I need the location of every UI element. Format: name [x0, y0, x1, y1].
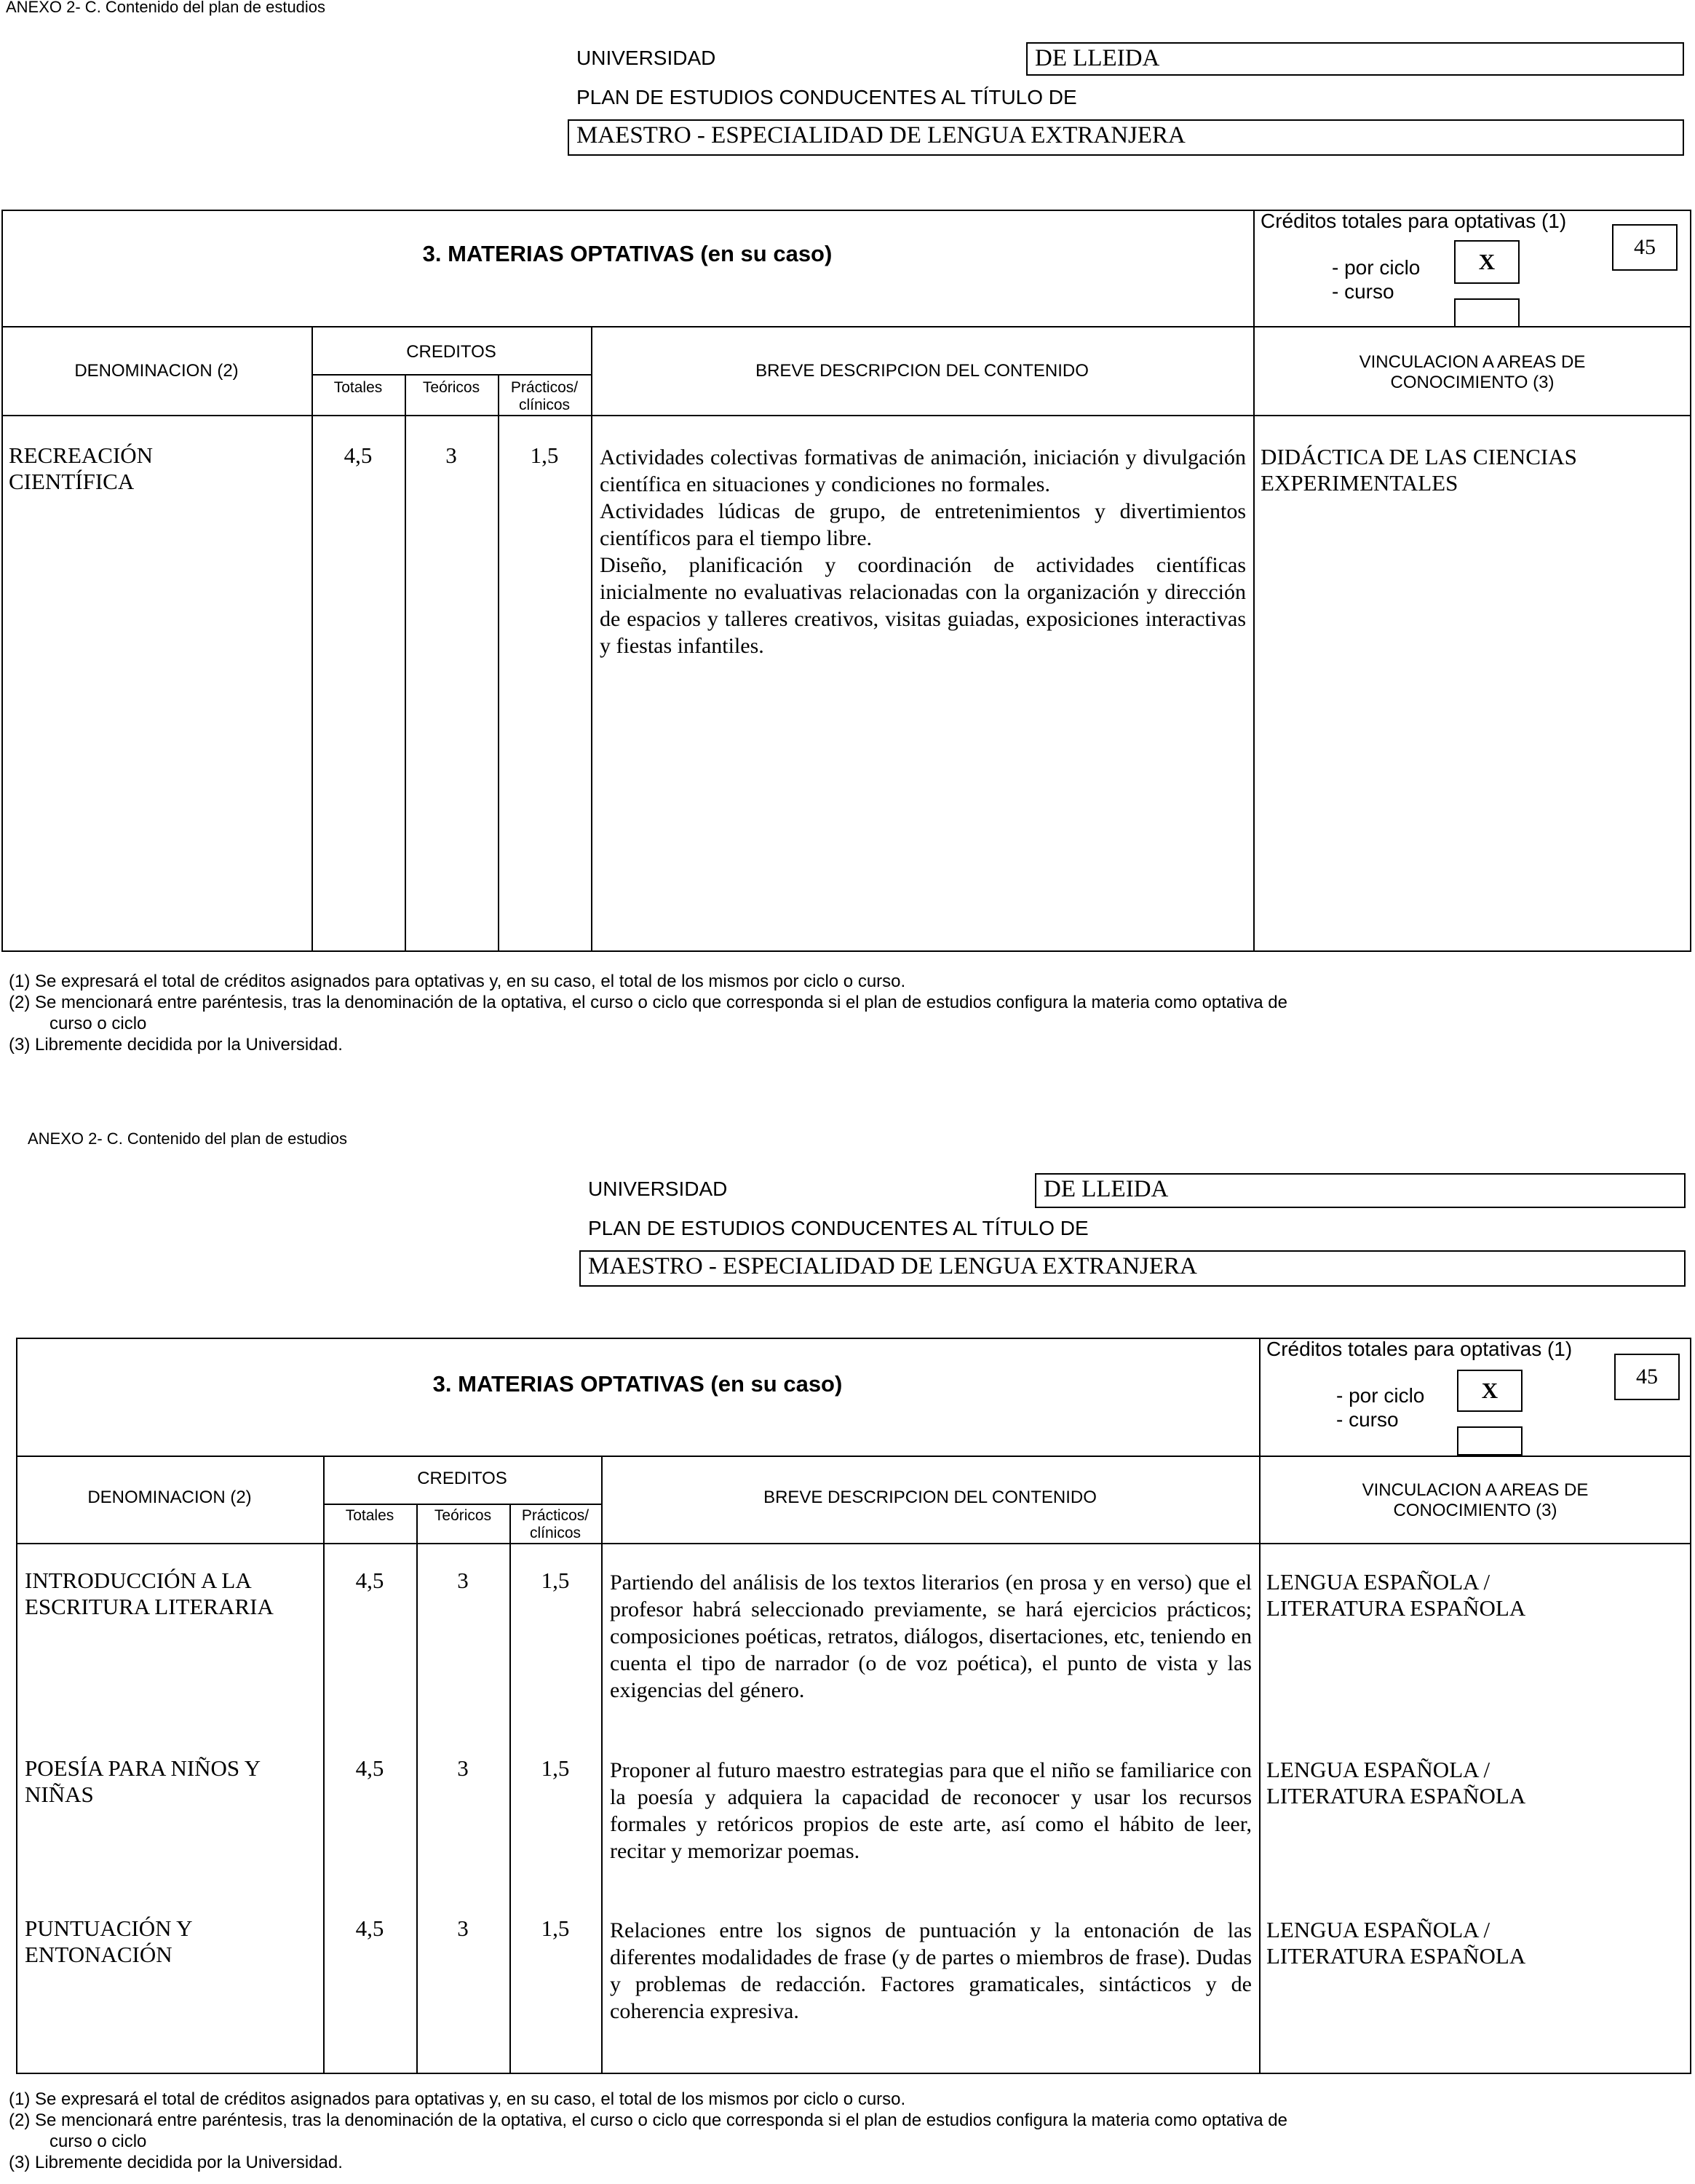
row-vinculacion	[1266, 1757, 1688, 1809]
plan-label: PLAN DE ESTUDIOS CONDUCENTES AL TÍTULO DE	[588, 1217, 1089, 1239]
footnote: (1) Se expresará el total de créditos asignados para optativas y, en su caso, el total de los mismos por ciclo o curso.	[9, 972, 906, 991]
row-name-line: RECREACIÓN	[9, 442, 154, 468]
divider	[1259, 1338, 1261, 2074]
row-denominacion	[9, 442, 307, 495]
footnote: curso o ciclo	[49, 2132, 147, 2151]
row-vinculacion	[1261, 444, 1687, 496]
row-name-line: INTRODUCCIÓN A LA	[25, 1568, 252, 1593]
divider	[601, 1456, 603, 2074]
col-teoricos: Teóricos	[422, 379, 480, 396]
footnote: (2) Se mencionará entre paréntesis, tras la denominación de la optativa, el curso o ciclo que corresponda si el plan de estudios configura la materia como optativa de	[9, 993, 1287, 1012]
col-descripcion: BREVE DESCRIPCION DEL CONTENIDO	[763, 1488, 1097, 1507]
row-descripcion	[610, 1569, 1252, 1704]
col-descripcion: BREVE DESCRIPCION DEL CONTENIDO	[755, 361, 1089, 381]
curso-label: - curso	[1332, 280, 1394, 303]
row-denominacion	[25, 1568, 320, 1620]
footnote: (2) Se mencionará entre paréntesis, tras la denominación de la optativa, el curso o ciclo que corresponda si el plan de estudios configura la materia como optativa de	[9, 2110, 1287, 2130]
footnote: (3) Libremente decidida por la Universidad.	[9, 2153, 343, 2172]
universidad-label: UNIVERSIDAD	[588, 1178, 728, 1200]
row-denominacion	[25, 1755, 320, 1808]
row-practicos: 1,5	[530, 442, 559, 468]
row-practicos: 1,5	[541, 1568, 570, 1593]
col-creditos: CREDITOS	[417, 1469, 507, 1488]
universidad-value: DE LLEIDA	[1035, 1173, 1686, 1208]
description-paragraph: Proponer al futuro maestro estrategias para que el niño se familiarice con la poesía y adquiera la capacidad de reconocer y usar los recursos formales y retóricos propios de este arte, así como el hábito de leer, recitar y memorizar poemas.	[610, 1758, 1252, 1863]
description-paragraph: Partiendo del análisis de los textos literarios (en prosa y en verso) que el profesor habrá seleccionado previamente, se hará ejercicios prácticos; composiciones poéticas, retratos, diálogos, disertaciones, etc, teniendo en cuenta el tipo de narrador (o de voz poética), el punto de vista y las exigencias del género.	[610, 1571, 1252, 1702]
footnote: curso o ciclo	[49, 1014, 147, 1033]
row-name-line: POESÍA PARA NIÑOS Y	[25, 1755, 261, 1781]
col-practicos: Prácticos/	[521, 1507, 590, 1524]
por-ciclo-checkbox[interactable]: X	[1457, 1370, 1523, 1412]
footnote: (3) Libremente decidida por la Universidad.	[9, 1035, 343, 1055]
divider	[1, 326, 1691, 327]
row-name-line: ESCRITURA LITERARIA	[25, 1594, 274, 1619]
row-teoricos: 3	[457, 1568, 469, 1593]
area-line: LENGUA ESPAÑOLA /	[1266, 1757, 1490, 1782]
row-name-line: CIENTÍFICA	[9, 469, 135, 494]
footnotes	[9, 2089, 1683, 2173]
row-teoricos: 3	[457, 1915, 469, 1941]
annex-label: ANEXO 2- C. Contenido del plan de estudios	[6, 0, 326, 16]
col-practicos: Prácticos/	[510, 379, 579, 396]
area-line: EXPERIMENTALES	[1261, 470, 1458, 496]
row-name-line: PUNTUACIÓN Y	[25, 1915, 193, 1941]
divider	[16, 1543, 1691, 1544]
description-paragraph: Actividades lúdicas de grupo, de entretenimientos y divertimientos científicos para el tiempo libre.	[600, 499, 1246, 550]
col-denominacion: DENOMINACION (2)	[74, 361, 239, 381]
col-clinicos: clínicos	[518, 397, 571, 413]
row-vinculacion	[1266, 1569, 1688, 1621]
divider	[16, 1456, 1691, 1457]
row-descripcion	[610, 1757, 1252, 1865]
row-descripcion	[600, 444, 1246, 659]
universidad-label: UNIVERSIDAD	[576, 47, 716, 69]
row-totales: 4,5	[344, 442, 373, 468]
row-teoricos: 3	[457, 1755, 469, 1781]
row-name-line: ENTONACIÓN	[25, 1942, 172, 1967]
divider	[1, 415, 1691, 416]
col-vinculacion: VINCULACION A AREAS DE	[1359, 352, 1586, 372]
col-clinicos: clínicos	[529, 1525, 581, 1541]
row-practicos: 1,5	[541, 1915, 570, 1941]
row-totales: 4,5	[355, 1568, 384, 1593]
row-descripcion	[610, 1917, 1252, 2025]
creditos-totales-label: Créditos totales para optativas (1)	[1261, 210, 1567, 232]
titulo-value: MAESTRO - ESPECIALIDAD DE LENGUA EXTRANJERA	[579, 1250, 1686, 1287]
creditos-totales-value: 45	[1612, 224, 1678, 271]
col-vinculacion-2: CONOCIMIENTO (3)	[1390, 373, 1555, 392]
footnotes	[9, 971, 1683, 1055]
divider	[311, 374, 591, 376]
row-name-line: NIÑAS	[25, 1782, 94, 1807]
area-line: DIDÁCTICA DE LAS CIENCIAS	[1261, 444, 1577, 469]
table-title: 3. MATERIAS OPTATIVAS (en su caso)	[432, 1371, 843, 1397]
footnote: (1) Se expresará el total de créditos asignados para optativas y, en su caso, el total de los mismos por ciclo o curso.	[9, 2089, 906, 2109]
curso-label: - curso	[1336, 1408, 1399, 1431]
col-vinculacion-2: CONOCIMIENTO (3)	[1393, 1501, 1557, 1520]
row-practicos: 1,5	[541, 1755, 570, 1781]
row-vinculacion	[1266, 1917, 1688, 1969]
col-denominacion: DENOMINACION (2)	[87, 1488, 252, 1507]
area-line: LENGUA ESPAÑOLA /	[1266, 1917, 1490, 1942]
col-totales: Totales	[345, 1507, 394, 1524]
table-title: 3. MATERIAS OPTATIVAS (en su caso)	[422, 241, 833, 266]
creditos-totales-value: 45	[1614, 1354, 1680, 1400]
description-paragraph: Relaciones entre los signos de puntuación y la entonación de las diferentes modalidades de frase (y de partes o miembros de frase). Dudas y problemas de redacción. Factores gramaticales, sintácticos y de coherencia expresiva.	[610, 1918, 1252, 2023]
divider	[323, 1504, 601, 1505]
col-vinculacion: VINCULACION A AREAS DE	[1362, 1480, 1589, 1500]
col-teoricos: Teóricos	[434, 1507, 492, 1524]
divider	[591, 326, 592, 952]
divider	[311, 326, 313, 952]
description-paragraph: Actividades colectivas formativas de animación, iniciación y divulgación científica en situaciones y condiciones no formales.	[600, 445, 1246, 496]
row-totales: 4,5	[355, 1755, 384, 1781]
area-line: LITERATURA ESPAÑOLA	[1266, 1943, 1526, 1969]
titulo-value: MAESTRO - ESPECIALIDAD DE LENGUA EXTRANJERA	[568, 119, 1684, 156]
por-ciclo-checkbox[interactable]: X	[1454, 240, 1520, 284]
curso-checkbox[interactable]	[1454, 298, 1520, 327]
creditos-totales-label: Créditos totales para optativas (1)	[1266, 1338, 1573, 1360]
curso-checkbox[interactable]	[1457, 1426, 1523, 1456]
divider	[1253, 210, 1255, 952]
area-line: LENGUA ESPAÑOLA /	[1266, 1569, 1490, 1595]
description-paragraph: Diseño, planificación y coordinación de actividades científicas inicialmente no evaluativas relacionadas con la organización y dirección de espacios y talleres creativos, visitas guiadas, exposiciones interactivas y fiestas infantiles.	[600, 553, 1246, 658]
por-ciclo-label: - por ciclo	[1332, 256, 1421, 279]
annex-label: ANEXO 2- C. Contenido del plan de estudios	[28, 1129, 348, 1148]
col-totales: Totales	[333, 379, 383, 396]
row-denominacion	[25, 1915, 320, 1968]
row-totales: 4,5	[355, 1915, 384, 1941]
row-teoricos: 3	[445, 442, 457, 468]
universidad-value: DE LLEIDA	[1026, 42, 1684, 76]
por-ciclo-label: - por ciclo	[1336, 1384, 1425, 1407]
plan-label: PLAN DE ESTUDIOS CONDUCENTES AL TÍTULO DE	[576, 86, 1077, 108]
col-creditos: CREDITOS	[406, 342, 496, 362]
area-line: LITERATURA ESPAÑOLA	[1266, 1595, 1526, 1621]
area-line: LITERATURA ESPAÑOLA	[1266, 1783, 1526, 1808]
